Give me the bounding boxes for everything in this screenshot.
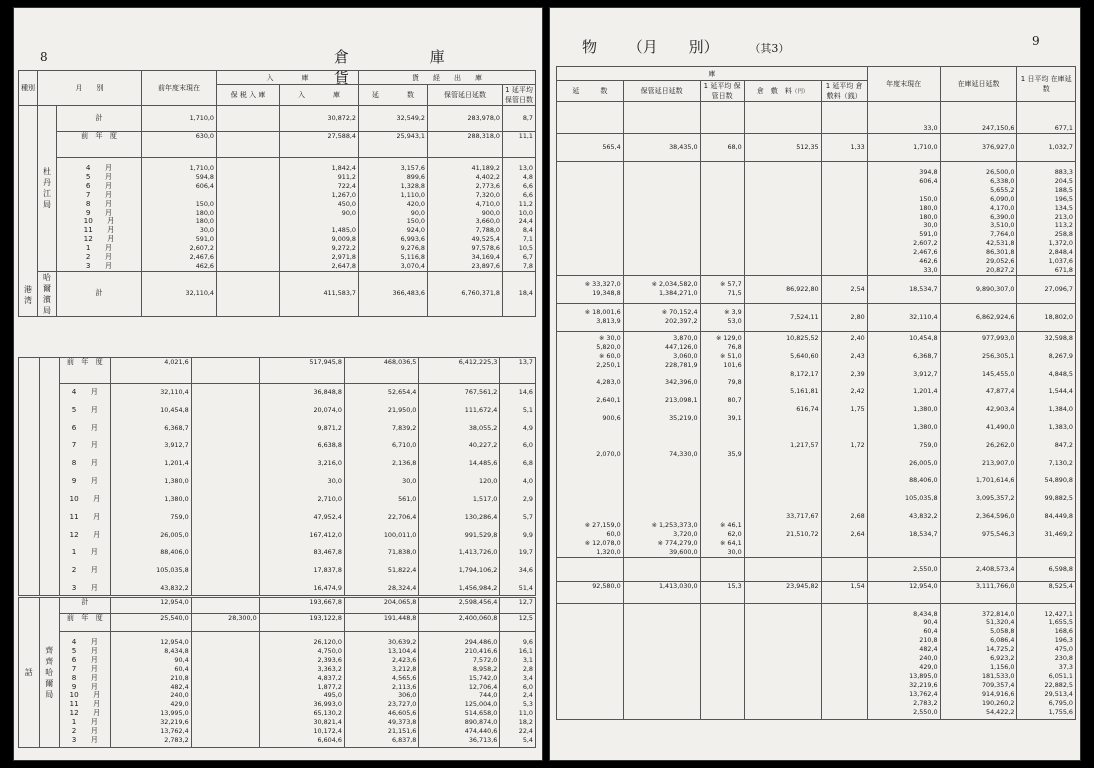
cell: 411,583,7 — [280, 271, 359, 316]
cell: 288,318,0 — [428, 132, 503, 158]
header-storage-days: 保管延日延数 — [428, 85, 503, 106]
cell: 13,7 — [500, 358, 536, 384]
cell: 26,500,0 6,338,0 5,655,2 6,090,0 4,170,0 6,390,0 3,510,0 7,764,0 42,531,8 86,301,8 29,052,6 20,827,2 — [940, 162, 1017, 276]
cell: 36,848,8 20,074,0 9,871,2 6,638,8 3,216,0 30,0 2,710,0 47,952,4 167,412,0 83,467,8 17,837,8 16,474,9 — [259, 384, 344, 596]
r-section1-total-row — [557, 102, 1076, 134]
cell: 28,300,0 — [191, 614, 259, 632]
cell: 6,760,371,8 — [428, 271, 503, 316]
cell — [623, 603, 700, 719]
cell — [191, 632, 259, 748]
cell: ※ 57,7 71,5 — [700, 275, 744, 303]
cell: 10,825,52 5,640,60 8,172,17 5,161,81 616,74 1,217,57 33,717,67 21,510,72 — [744, 331, 821, 557]
cell: 977,993,0 256,305,1 145,455,0 47,877,4 42,903,4 41,490,0 26,262,0 213,907,0 1,701,614,6 3,095,357,2 2,364,596,0 975,546,3 — [940, 331, 1017, 557]
header-storage-days: 保管延日延数 — [623, 81, 700, 102]
section1-prev-row — [19, 132, 536, 158]
right-page — [550, 8, 1080, 760]
header-daily-avg: 1 日平均 在庫延数 — [1017, 67, 1076, 102]
header-stock-days: 在庫延日延数 — [940, 67, 1017, 102]
cell: 8,7 — [503, 106, 536, 132]
cell: 32,110,4 — [867, 303, 940, 331]
title-part: 別） — [688, 38, 719, 56]
cell: 191,448,8 — [344, 614, 418, 632]
cell: 1,413,030,0 — [623, 581, 700, 603]
cell: 193,122,8 — [259, 614, 344, 632]
header-type: 種別 — [19, 71, 38, 106]
section1-name: 杜 丹 江 局 — [38, 106, 57, 272]
cell: 30,639,2 13,104,4 2,423,6 3,212,8 4,565,6 2,113,6 306,0 23,727,0 46,605,6 49,373,8 21,151,6 6,837,8 — [344, 632, 418, 748]
header-storage-fee: 倉 敷 料（円） — [744, 81, 821, 102]
cell: 1,710,0 — [142, 106, 217, 132]
header-avg-fee: 1 延平均 倉敷料（銭） — [821, 81, 867, 102]
cell: ※ 129,0 76,8 ※ 51,0 101,6 79,8 80,7 39,1 35,9 ※ 46,1 62,0 ※ 64,1 30,0 — [700, 331, 744, 557]
cell — [623, 557, 700, 581]
left-table — [18, 70, 536, 317]
cell: 32,110,4 — [142, 271, 217, 316]
cell: 7,524,11 — [744, 303, 821, 331]
left-page — [14, 8, 542, 760]
header-prev-year: 前年度末現在 — [142, 71, 217, 106]
cell: ※ 18,001,6 3,813,9 — [557, 303, 624, 331]
cell: 1,54 — [821, 581, 867, 603]
month-labels: 4 月 5 月 6 月 7 月 8 月 9 月 10 月 11 月 12 月 1 月 2 月 3 月 — [57, 158, 142, 272]
cell — [217, 271, 280, 316]
cell: 1,710,0 594,8 606,4 150,0 180,0 180,0 30,0 591,0 2,607,2 2,467,6 462,6 — [142, 158, 217, 272]
title-part: （月 — [627, 38, 658, 56]
page-title-left: 倉 庫 貨 — [334, 48, 483, 87]
cell: 394,8 606,4 150,0 180,0 180,0 30,0 591,0 2,607,2 2,467,6 462,6 33,0 — [867, 162, 940, 276]
cell — [557, 603, 624, 719]
header-out-count: 延 数 — [359, 85, 428, 106]
header-in-group: 入 庫 — [217, 71, 359, 85]
cell: 372,814,0 51,320,4 5,058,8 6,086,4 14,725,2 6,923,2 1,156,0 181,533,0 709,357,4 914,916,6 190,260,2 54,422,2 — [940, 603, 1017, 719]
header-bonded-in: 保 税 入 庫 — [217, 85, 280, 106]
cell: 32,598,8 8,267,9 4,848,5 1,544,4 1,384,0 1,383,0 847,2 7,130,2 54,890,8 99,882,5 84,449,8 31,469,2 — [1017, 331, 1076, 557]
header-out-group: 貨 経 出 庫 — [359, 71, 536, 85]
cell: 32,549,2 — [359, 106, 428, 132]
total-label: 計 — [57, 271, 142, 316]
total-label: 計 — [57, 106, 142, 132]
cell: 2,550,0 — [867, 557, 940, 581]
cell: 883,3 204,5 188,5 196,5 134,5 213,0 113,2 258,8 1,372,0 2,848,4 1,037,6 671,8 — [1017, 162, 1076, 276]
r-section2-months-row — [557, 331, 1076, 557]
title-part: （其3） — [749, 42, 790, 55]
cell: 68,0 — [700, 134, 744, 162]
cell — [700, 162, 744, 276]
prev-year-label: 前 年 度 — [60, 358, 111, 384]
cell: 3,870,0 447,126,0 3,060,0 228,781,9 342,396,0 213,098,1 35,219,0 74,330,0 ※ 1,253,373,0 3,720,0 ※ 774,279,0 39,600,0 — [623, 331, 700, 557]
cell: 12,954,0 — [110, 598, 191, 614]
cell: 8,434,8 90,4 60,4 210,8 482,4 240,0 429,0 13,895,0 32,219,6 13,762,4 2,783,2 2,550,0 — [867, 603, 940, 719]
cell: 15,3 — [700, 581, 744, 603]
cell: ※ 2,034,582,0 1,384,271,0 — [623, 275, 700, 303]
cell — [557, 162, 624, 276]
cell: 193,667,8 — [259, 598, 344, 614]
cell: 247,150,6 — [940, 102, 1017, 134]
cell: 33,0 — [867, 102, 940, 134]
cell: ※ 30,0 5,820,0 ※ 60,0 2,250,1 4,283,0 2,640,1 900,6 2,070,0 ※ 27,159,0 60,0 ※ 12,078,0 1,320,0 — [557, 331, 624, 557]
cell: 18,534,7 — [867, 275, 940, 303]
section2-name-cont — [39, 358, 60, 596]
page-number-right: 9 — [1032, 34, 1040, 48]
cell: 2,400,060,8 — [419, 614, 500, 632]
cell: 13,0 4,8 6,6 6,6 11,2 10,0 24,4 8,4 7,1 10,5 6,7 7,8 — [503, 158, 536, 272]
cell: 2,598,456,4 — [419, 598, 500, 614]
header-avg-days: 1 延平均 保管日数 — [700, 81, 744, 102]
cell: 12,954,0 — [867, 581, 940, 603]
cell: 2,54 — [821, 275, 867, 303]
section2-total-row — [19, 271, 536, 316]
cell: 52,654,4 21,950,0 7,839,2 6,710,0 2,136,8 30,0 561,0 22,706,4 100,011,0 71,838,0 51,822,4 28,324,4 — [344, 384, 418, 596]
cell — [623, 162, 700, 276]
r-section1-prev-row — [557, 134, 1076, 162]
cell — [217, 132, 280, 158]
cell — [821, 603, 867, 719]
cell: 2,40 2,43 2,39 2,42 1,75 1,72 2,68 2,64 — [821, 331, 867, 557]
cell: 27,096,7 — [1017, 275, 1076, 303]
cell — [191, 384, 259, 596]
cell: 1,842,4 911,2 722,4 1,267,0 450,0 90,0 1,485,0 9,009,8 9,272,2 2,971,8 2,647,8 — [280, 158, 359, 272]
cell — [623, 102, 700, 134]
section1-months-row — [19, 158, 536, 272]
cell: 25,943,1 — [359, 132, 428, 158]
cell: 32,110,4 10,454,8 6,368,7 3,912,7 1,201,4 1,380,0 1,380,0 759,0 26,005,0 88,406,0 105,035,8 43,832,2 — [110, 384, 191, 596]
category2-label: 話 — [19, 598, 40, 748]
cell: 767,561,2 111,672,4 38,055,2 40,227,2 14,485,6 120,0 1,517,0 130,286,4 991,529,8 1,413,726,0 1,794,106,2 1,456,984,2 — [419, 384, 500, 596]
r-section3-total-row — [557, 557, 1076, 581]
cell: 12,954,0 8,434,8 90,4 60,4 210,8 482,4 240,0 429,0 13,995,0 32,219,6 13,762,4 2,783,2 — [110, 632, 191, 748]
header-avg-days: 1 延平均 保管日数 — [503, 85, 536, 106]
cell — [700, 557, 744, 581]
cell: 565,4 — [557, 134, 624, 162]
prev-year-label: 前 年 度 — [57, 132, 142, 158]
cell: 283,978,0 — [428, 106, 503, 132]
cell — [557, 102, 624, 134]
cell — [821, 102, 867, 134]
header-month: 月 別 — [38, 71, 142, 106]
cell: 11,1 — [503, 132, 536, 158]
r-section2-total-row — [557, 275, 1076, 303]
cell: 376,927,0 — [940, 134, 1017, 162]
section2-name: 哈 爾 濱 局 — [38, 271, 57, 316]
section3-total-row — [19, 598, 536, 614]
cell — [744, 557, 821, 581]
cell: 2,80 — [821, 303, 867, 331]
cell: 677,1 — [1017, 102, 1076, 134]
cell: 6,412,225,3 — [419, 358, 500, 384]
r-section3-prev-row — [557, 581, 1076, 603]
cell: ※ 33,327,0 19,348,8 — [557, 275, 624, 303]
cell — [191, 598, 259, 614]
cell: 3,111,766,0 — [940, 581, 1017, 603]
left-table-section3 — [18, 597, 536, 748]
cell: 27,588,4 — [280, 132, 359, 158]
section3-name: 齊 齊 哈 爾 局 — [39, 598, 60, 748]
cell: 1,33 — [821, 134, 867, 162]
header-count: 延 数 — [557, 81, 624, 102]
cell: 9,6 16,1 3,1 2,8 3,4 6,0 2,4 5,3 11,0 18,2 22,4 5,4 — [500, 632, 536, 748]
cell — [744, 603, 821, 719]
section2-months-row — [19, 384, 536, 596]
right-table — [556, 66, 1076, 720]
cell: 23,945,82 — [744, 581, 821, 603]
cell: 517,945,8 — [259, 358, 344, 384]
title-part: 物 — [582, 38, 598, 56]
cell — [217, 158, 280, 272]
prev-year-label: 前 年 度 — [60, 614, 111, 632]
header-year-end: 年度末現在 — [867, 67, 940, 102]
cell — [821, 557, 867, 581]
cell: 41,189,2 4,402,2 2,773,6 7,320,0 4,710,0 900,0 3,660,0 7,788,0 49,525,4 97,578,6 34,169,4 23,897,6 — [428, 158, 503, 272]
cell — [217, 106, 280, 132]
cell: 18,802,0 — [1017, 303, 1076, 331]
total-label: 計 — [60, 598, 111, 614]
cell: 25,540,0 — [110, 614, 191, 632]
cell: 1,032,7 — [1017, 134, 1076, 162]
cell — [700, 102, 744, 134]
cell: 1,710,0 — [867, 134, 940, 162]
spacer — [19, 358, 40, 596]
cell: 10,454,8 6,368,7 3,912,7 1,201,4 1,380,0 1,380,0 759,0 26,005,0 88,406,0 105,035,8 43,832,2 18,534,7 — [867, 331, 940, 557]
cell: 86,922,80 — [744, 275, 821, 303]
cell — [191, 358, 259, 384]
cell: 468,036,5 — [344, 358, 418, 384]
section3-prev-row — [19, 614, 536, 632]
cell: 3,157,6 899,6 1,328,8 1,110,0 420,0 90,0 150,0 924,0 6,993,6 9,276,8 5,116,8 3,070,4 — [359, 158, 428, 272]
cell: 366,483,6 — [359, 271, 428, 316]
cell: 14,6 5,1 4,9 6,0 6,8 4,0 2,9 5,7 9,9 19,7 34,6 51,4 — [500, 384, 536, 596]
header-in: 入 庫 — [280, 85, 359, 106]
cell: 26,120,0 4,750,0 2,393,6 3,363,2 4,837,2 1,877,2 495,0 36,993,0 65,130,2 30,821,4 10,172,4 6,604,6 — [259, 632, 344, 748]
page-title-right — [582, 36, 815, 57]
cell: 4,021,6 — [110, 358, 191, 384]
cell: 9,890,307,0 — [940, 275, 1017, 303]
section2-prev-row — [19, 358, 536, 384]
month-labels: 4 月 5 月 6 月 7 月 8 月 9 月 10 月 11 月 12 月 1 月 2 月 3 月 — [60, 384, 111, 596]
cell: 6,862,924,6 — [940, 303, 1017, 331]
cell: 294,486,0 210,416,6 7,572,0 8,958,2 15,742,0 12,706,4 744,0 125,004,0 514,658,0 890,874,0 474,440,6 36,713,6 — [419, 632, 500, 748]
cell: 630,0 — [142, 132, 217, 158]
section1-total-row — [19, 106, 536, 132]
category-label: 港湾 — [19, 106, 38, 317]
cell: 92,580,0 — [557, 581, 624, 603]
cell: 8,525,4 — [1017, 581, 1076, 603]
cell: 204,065,8 — [344, 598, 418, 614]
month-labels: 4 月 5 月 6 月 7 月 8 月 9 月 10 月 11 月 12 月 1 月 2 月 3 月 — [60, 632, 111, 748]
cell — [744, 162, 821, 276]
cell: 12,7 — [500, 598, 536, 614]
cell: 12,5 — [500, 614, 536, 632]
cell: 2,408,573,4 — [940, 557, 1017, 581]
left-table-cont — [18, 357, 536, 596]
r-section1-months-row — [557, 162, 1076, 276]
cell — [700, 603, 744, 719]
cell: 6,598,8 — [1017, 557, 1076, 581]
r-section3-months-row — [557, 603, 1076, 719]
cell: ※ 70,152,4 202,397,2 — [623, 303, 700, 331]
r-section2-prev-row — [557, 303, 1076, 331]
header-group: 庫 — [557, 67, 868, 81]
page-number-left: 8 — [40, 50, 48, 64]
cell — [557, 557, 624, 581]
cell — [821, 162, 867, 276]
cell: ※ 3,9 53,0 — [700, 303, 744, 331]
cell: 18,4 — [503, 271, 536, 316]
cell: 38,435,0 — [623, 134, 700, 162]
cell — [744, 102, 821, 134]
cell: 30,872,2 — [280, 106, 359, 132]
cell: 12,427,1 1,655,5 168,6 196,3 475,0 230,8 37,3 6,051,1 22,882,5 29,513,4 6,795,0 1,755,6 — [1017, 603, 1076, 719]
cell: 512,35 — [744, 134, 821, 162]
section3-months-row — [19, 632, 536, 748]
